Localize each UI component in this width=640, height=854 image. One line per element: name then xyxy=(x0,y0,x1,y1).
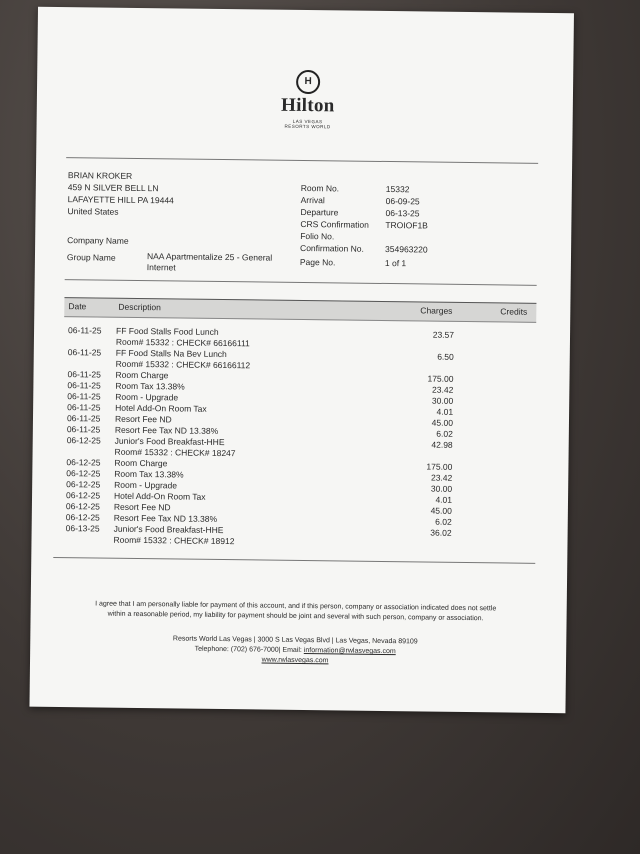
header-description: Description xyxy=(118,301,161,313)
info-label-crs: CRS Confirmation xyxy=(300,218,369,230)
info-value-crs: TROIOF1B xyxy=(385,219,428,231)
row-description: Junior's Food Breakfast-HHE xyxy=(114,435,225,448)
header-charges: Charges xyxy=(420,305,453,316)
info-value-room: 15332 xyxy=(385,183,410,195)
hotel-address: Resorts World Las Vegas | 3000 S Las Vegas Blvd | Las Vegas, Nevada 89109 xyxy=(172,635,418,646)
row-description: Room - Upgrade xyxy=(114,479,178,491)
liability-statement-line-2: within a reasonable period, my liability for payment should be joint and several with such person, company or association. xyxy=(107,610,484,623)
hotel-email-link[interactable]: information@rwlasvegas.com xyxy=(303,647,396,656)
row-description: Hotel Add-On Room Tax xyxy=(113,490,206,502)
info-divider xyxy=(65,279,537,286)
row-date: 06-11-25 xyxy=(66,424,101,435)
row-date: 06-12-25 xyxy=(65,490,101,501)
row-description: Resort Fee ND xyxy=(114,413,172,425)
row-date: 06-12-25 xyxy=(66,479,101,490)
info-value-confirmation: 354963220 xyxy=(385,243,428,255)
row-description: Room Charge xyxy=(114,457,168,469)
table-end-divider xyxy=(53,557,535,564)
row-charge xyxy=(404,340,454,341)
row-date: 06-12-25 xyxy=(65,501,101,512)
row-description: Room Charge xyxy=(115,369,169,381)
row-description: Room# 15332 : CHECK# 66166112 xyxy=(115,358,251,371)
logo-subtitle-2: RESORTS WORLD xyxy=(284,123,331,130)
info-label-confirmation: Confirmation No. xyxy=(300,242,364,254)
info-value-arrival: 06-09-25 xyxy=(385,195,420,207)
row-charge: 36.02 xyxy=(430,527,452,538)
row-description: Junior's Food Breakfast-HHE xyxy=(113,523,224,536)
row-date: 06-11-25 xyxy=(67,347,102,358)
row-charge: 23.42 xyxy=(430,472,453,483)
row-charge: 23.57 xyxy=(432,329,455,340)
row-charge: 45.00 xyxy=(431,417,454,428)
group-name-label: Group Name xyxy=(66,252,116,263)
row-charge: 6.50 xyxy=(437,351,454,362)
guest-name: BRIAN KROKER xyxy=(67,170,133,181)
row-description: Room Tax 13.38% xyxy=(115,380,185,392)
row-description: Hotel Add-On Room Tax xyxy=(115,402,207,414)
row-charge: 175.00 xyxy=(427,373,454,384)
row-description: Resort Fee ND xyxy=(113,501,171,513)
info-label-page: Page No. xyxy=(299,256,336,268)
row-date: 06-11-25 xyxy=(66,413,101,424)
info-label-folio: Folio No. xyxy=(300,230,335,242)
info-value-departure: 06-13-25 xyxy=(385,207,420,219)
hilton-logo xyxy=(275,70,342,130)
header-credits: Credits xyxy=(500,306,528,317)
guest-address-2: LAFAYETTE HILL PA 19444 xyxy=(67,194,174,206)
row-charge xyxy=(403,450,453,451)
row-charge: 42.98 xyxy=(431,439,453,450)
row-charge: 6.02 xyxy=(435,516,452,527)
row-date: 06-11-25 xyxy=(67,369,101,380)
row-description: Room# 15332 : CHECK# 66166111 xyxy=(115,336,250,349)
row-charge xyxy=(404,362,454,363)
row-description: Room - Upgrade xyxy=(115,391,179,403)
header-date: Date xyxy=(68,301,87,312)
row-description: FF Food Stalls Food Lunch xyxy=(116,325,219,337)
row-charge: 30.00 xyxy=(431,395,454,406)
row-date: 06-13-25 xyxy=(65,523,100,534)
info-label-departure: Departure xyxy=(300,206,339,218)
row-description: FF Food Stalls Na Bev Lunch xyxy=(115,347,227,360)
row-date: 06-12-25 xyxy=(66,468,101,479)
hotel-folio-sheet xyxy=(29,7,574,713)
row-description: Room Tax 13.38% xyxy=(114,468,184,480)
row-description: Room# 15332 : CHECK# 18912 xyxy=(113,534,235,547)
group-name-value-1: NAA Apartmentalize 25 - General xyxy=(146,251,273,263)
row-date: 06-11-25 xyxy=(68,325,102,336)
charges-table-header xyxy=(64,297,536,323)
row-date: 06-11-25 xyxy=(67,391,101,402)
hotel-website-link[interactable]: www.rwlasvegas.com xyxy=(261,656,329,665)
row-charge: 30.00 xyxy=(430,483,453,494)
row-date: 06-12-25 xyxy=(65,512,100,523)
row-date: 06-11-25 xyxy=(67,402,101,413)
row-description: Resort Fee Tax ND 13.38% xyxy=(114,424,219,436)
guest-address-1: 459 N SILVER BELL LN xyxy=(67,182,159,194)
row-charge: 4.01 xyxy=(435,494,453,505)
row-charge: 4.01 xyxy=(436,406,454,417)
info-value-page: 1 of 1 xyxy=(384,257,407,269)
info-label-room: Room No. xyxy=(300,182,340,194)
group-name-value-2: Internet xyxy=(146,262,176,273)
guest-country: United States xyxy=(67,206,119,217)
liability-statement-line-1: I agree that I am personally liable for payment of this account, and if this person, company or association indicated does not settle xyxy=(95,600,497,613)
row-charge: 45.00 xyxy=(430,505,452,516)
info-label-arrival: Arrival xyxy=(300,194,325,206)
row-description: Resort Fee Tax ND 13.38% xyxy=(113,512,218,524)
hotel-phone: Telephone: (702) 676-7000| Email: xyxy=(194,645,304,655)
company-name-label: Company Name xyxy=(67,235,129,246)
row-date: 06-11-25 xyxy=(67,380,101,391)
row-charge xyxy=(402,538,452,539)
row-charge: 175.00 xyxy=(426,461,453,472)
row-charge: 23.42 xyxy=(432,384,454,395)
hilton-logo-icon: H xyxy=(296,70,320,94)
header-divider xyxy=(66,157,538,164)
row-charge: 6.02 xyxy=(436,428,453,439)
logo-wordmark: Hilton xyxy=(280,94,335,117)
row-date: 06-12-25 xyxy=(66,457,101,468)
row-date: 06-12-25 xyxy=(66,435,101,446)
logo-subtitle-1: LAS VEGAS xyxy=(292,118,323,125)
row-description: Room# 15332 : CHECK# 18247 xyxy=(114,446,236,459)
